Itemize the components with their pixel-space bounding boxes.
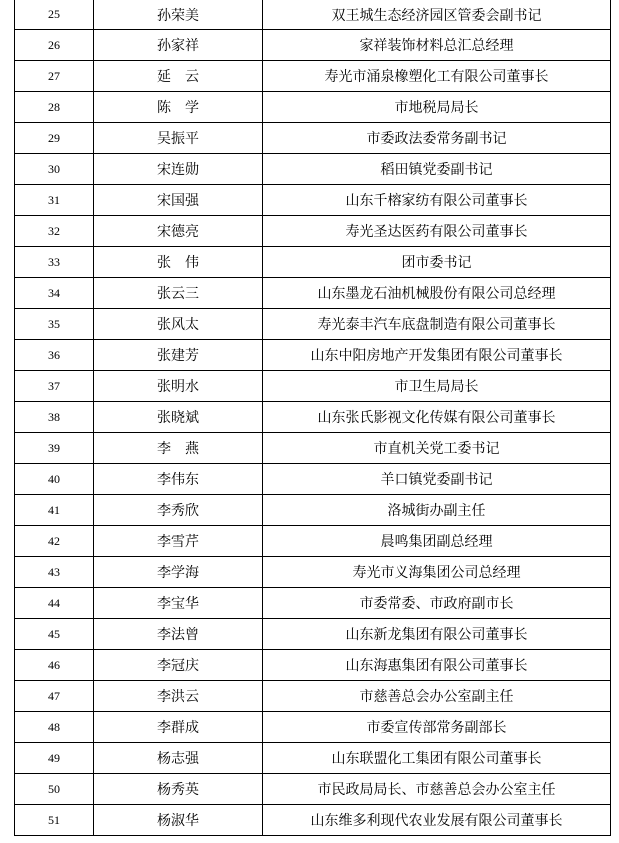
member-name-cell: 李 燕 <box>94 433 263 464</box>
member-position-cell: 山东联盟化工集团有限公司董事长 <box>263 743 611 774</box>
row-number-cell: 48 <box>15 712 94 743</box>
member-position-cell: 市委政法委常务副书记 <box>263 123 611 154</box>
row-number-cell: 50 <box>15 774 94 805</box>
member-position-cell: 羊口镇党委副书记 <box>263 464 611 495</box>
table-row <box>15 433 611 464</box>
member-position-cell: 市慈善总会办公室副主任 <box>263 681 611 712</box>
member-position-cell: 山东墨龙石油机械股份有限公司总经理 <box>263 278 611 309</box>
member-table-container <box>14 0 610 836</box>
table-row <box>15 743 611 774</box>
table-row <box>15 92 611 123</box>
row-number-cell: 42 <box>15 526 94 557</box>
member-name-cell: 宋德亮 <box>94 216 263 247</box>
row-number-cell: 38 <box>15 402 94 433</box>
table-row <box>15 557 611 588</box>
table-row <box>15 588 611 619</box>
row-number-cell: 41 <box>15 495 94 526</box>
member-position-cell: 山东维多利现代农业发展有限公司董事长 <box>263 805 611 836</box>
table-row <box>15 185 611 216</box>
member-position-cell: 山东张氏影视文化传媒有限公司董事长 <box>263 402 611 433</box>
row-number-cell: 30 <box>15 154 94 185</box>
row-number-cell: 47 <box>15 681 94 712</box>
member-name-cell: 李秀欣 <box>94 495 263 526</box>
table-row <box>15 61 611 92</box>
member-position-cell: 市直机关党工委书记 <box>263 433 611 464</box>
table-row <box>15 402 611 433</box>
member-position-cell: 山东千榕家纺有限公司董事长 <box>263 185 611 216</box>
member-name-cell: 孙家祥 <box>94 30 263 61</box>
table-row <box>15 774 611 805</box>
member-position-cell: 洛城街办副主任 <box>263 495 611 526</box>
row-number-cell: 34 <box>15 278 94 309</box>
member-position-cell: 市委常委、市政府副市长 <box>263 588 611 619</box>
member-position-cell: 市委宣传部常务副部长 <box>263 712 611 743</box>
member-position-cell: 山东新龙集团有限公司董事长 <box>263 619 611 650</box>
member-position-cell: 双王城生态经济园区管委会副书记 <box>263 0 611 30</box>
member-name-cell: 李伟东 <box>94 464 263 495</box>
table-row <box>15 340 611 371</box>
member-position-cell: 寿光泰丰汽车底盘制造有限公司董事长 <box>263 309 611 340</box>
member-name-cell: 李洪云 <box>94 681 263 712</box>
member-name-cell: 李群成 <box>94 712 263 743</box>
member-name-cell: 张 伟 <box>94 247 263 278</box>
row-number-cell: 44 <box>15 588 94 619</box>
member-name-cell: 吴振平 <box>94 123 263 154</box>
row-number-cell: 51 <box>15 805 94 836</box>
table-row <box>15 681 611 712</box>
table-row <box>15 0 611 30</box>
member-name-cell: 陈 学 <box>94 92 263 123</box>
row-number-cell: 39 <box>15 433 94 464</box>
member-position-cell: 团市委书记 <box>263 247 611 278</box>
row-number-cell: 43 <box>15 557 94 588</box>
member-name-cell: 张风太 <box>94 309 263 340</box>
table-row <box>15 464 611 495</box>
member-name-cell: 宋国强 <box>94 185 263 216</box>
table-row <box>15 526 611 557</box>
row-number-cell: 26 <box>15 30 94 61</box>
row-number-cell: 40 <box>15 464 94 495</box>
table-row <box>15 495 611 526</box>
member-name-cell: 孙荣美 <box>94 0 263 30</box>
member-position-cell: 寿光市义海集团公司总经理 <box>263 557 611 588</box>
member-name-cell: 宋连勋 <box>94 154 263 185</box>
member-position-cell: 市地税局局长 <box>263 92 611 123</box>
row-number-cell: 36 <box>15 340 94 371</box>
member-name-cell: 延 云 <box>94 61 263 92</box>
table-row <box>15 650 611 681</box>
member-position-cell: 山东海惠集团有限公司董事长 <box>263 650 611 681</box>
table-row <box>15 30 611 61</box>
member-position-cell: 稻田镇党委副书记 <box>263 154 611 185</box>
table-row <box>15 712 611 743</box>
member-position-cell: 市卫生局局长 <box>263 371 611 402</box>
row-number-cell: 25 <box>15 0 94 30</box>
table-row <box>15 154 611 185</box>
table-row <box>15 371 611 402</box>
member-position-cell: 家祥装饰材料总汇总经理 <box>263 30 611 61</box>
table-row <box>15 309 611 340</box>
member-name-cell: 张明水 <box>94 371 263 402</box>
row-number-cell: 32 <box>15 216 94 247</box>
member-position-cell: 山东中阳房地产开发集团有限公司董事长 <box>263 340 611 371</box>
member-name-cell: 李学海 <box>94 557 263 588</box>
row-number-cell: 31 <box>15 185 94 216</box>
member-position-cell: 市民政局局长、市慈善总会办公室主任 <box>263 774 611 805</box>
member-name-cell: 张建芳 <box>94 340 263 371</box>
table-row <box>15 123 611 154</box>
member-name-cell: 李雪芹 <box>94 526 263 557</box>
row-number-cell: 46 <box>15 650 94 681</box>
table-row <box>15 278 611 309</box>
member-table-body <box>15 0 611 836</box>
member-name-cell: 杨志强 <box>94 743 263 774</box>
member-name-cell: 杨淑华 <box>94 805 263 836</box>
row-number-cell: 37 <box>15 371 94 402</box>
member-position-cell: 寿光市涌泉橡塑化工有限公司董事长 <box>263 61 611 92</box>
row-number-cell: 35 <box>15 309 94 340</box>
member-name-cell: 李冠庆 <box>94 650 263 681</box>
row-number-cell: 45 <box>15 619 94 650</box>
member-name-cell: 李宝华 <box>94 588 263 619</box>
table-row <box>15 805 611 836</box>
member-table <box>14 0 611 836</box>
row-number-cell: 29 <box>15 123 94 154</box>
member-position-cell: 寿光圣达医药有限公司董事长 <box>263 216 611 247</box>
member-name-cell: 张云三 <box>94 278 263 309</box>
table-row <box>15 619 611 650</box>
table-row <box>15 216 611 247</box>
member-name-cell: 杨秀英 <box>94 774 263 805</box>
member-name-cell: 李法曾 <box>94 619 263 650</box>
row-number-cell: 28 <box>15 92 94 123</box>
row-number-cell: 33 <box>15 247 94 278</box>
member-name-cell: 张晓斌 <box>94 402 263 433</box>
row-number-cell: 49 <box>15 743 94 774</box>
table-row <box>15 247 611 278</box>
member-position-cell: 晨鸣集团副总经理 <box>263 526 611 557</box>
row-number-cell: 27 <box>15 61 94 92</box>
